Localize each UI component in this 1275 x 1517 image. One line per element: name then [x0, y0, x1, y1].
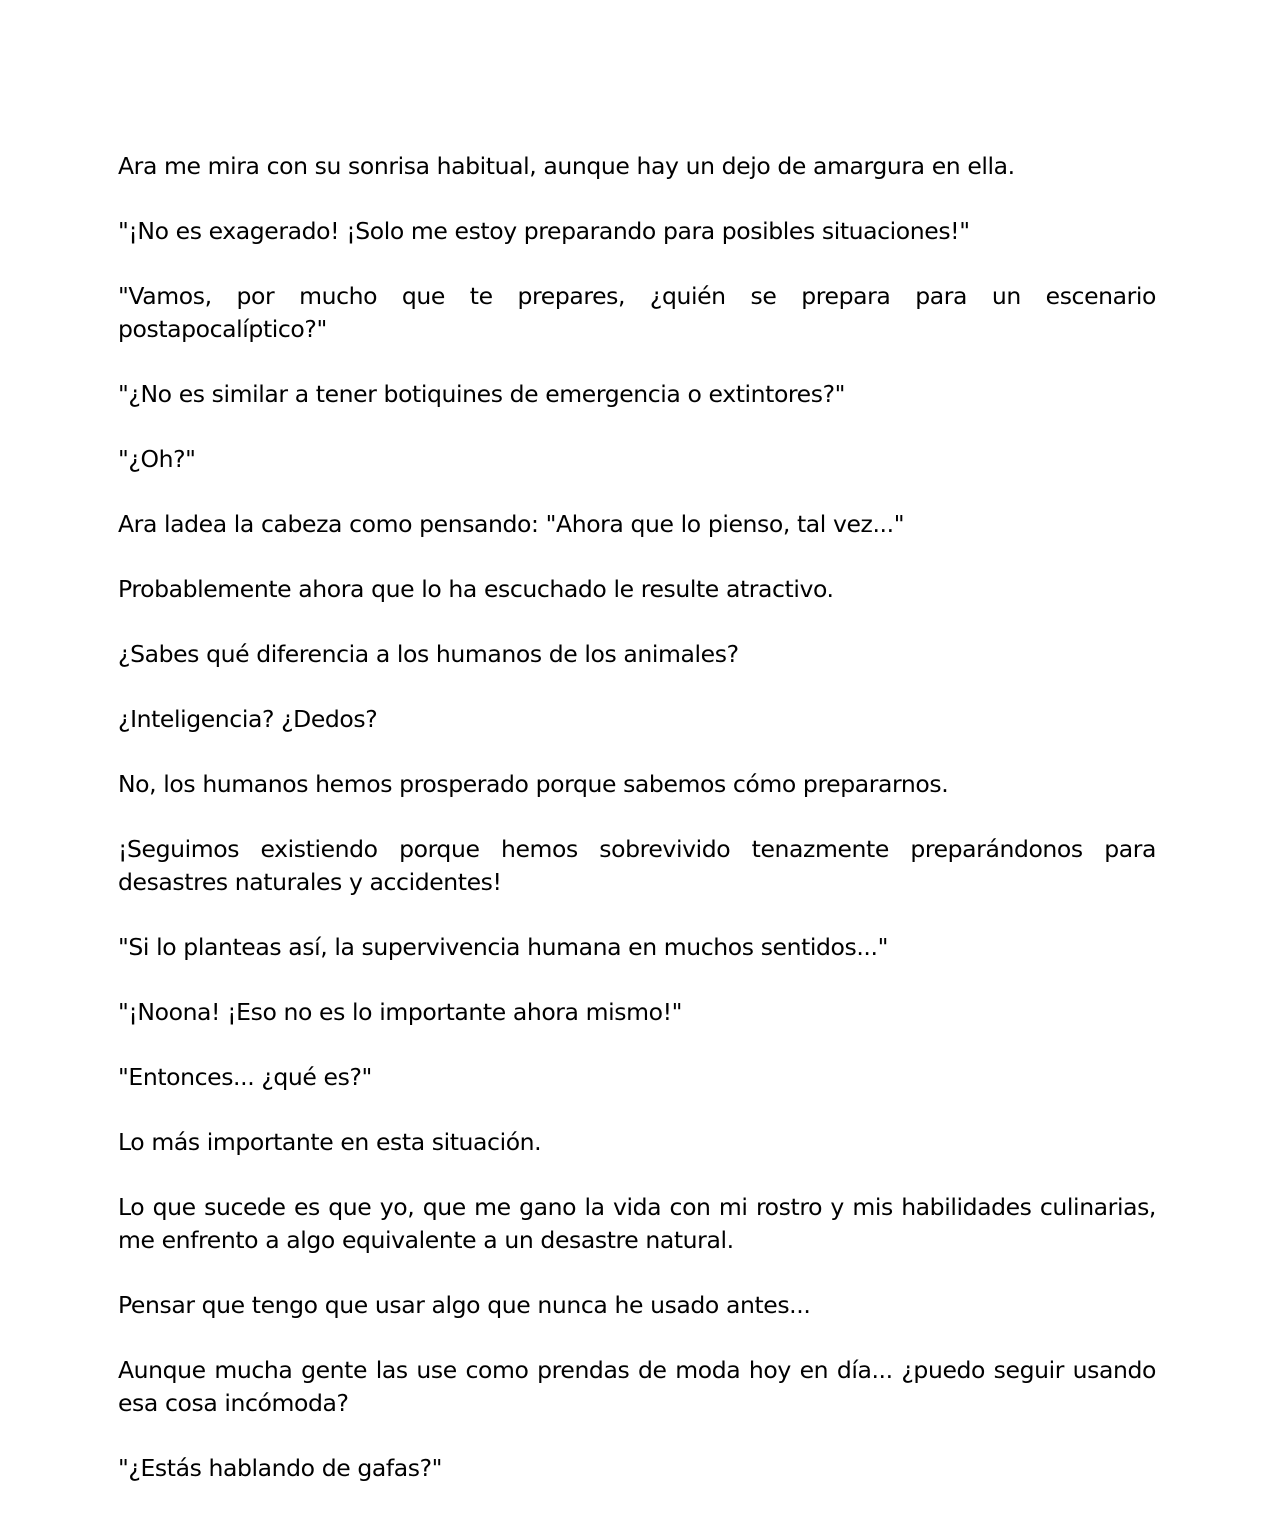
- paragraph-6: Ara ladea la cabeza como pensando: "Ahora que lo pienso, tal vez...": [118, 510, 905, 538]
- paragraph-12: "Si lo planteas así, la supervivencia humana en muchos sentidos...": [118, 933, 888, 961]
- paragraph-13: "¡Noona! ¡Eso no es lo importante ahora mismo!": [118, 998, 682, 1026]
- paragraph-9: ¿Inteligencia? ¿Dedos?: [118, 705, 378, 733]
- paragraph-10: No, los humanos hemos prosperado porque sabemos cómo prepararnos.: [118, 770, 949, 798]
- paragraph-7: Probablemente ahora que lo ha escuchado le resulte atractivo.: [118, 575, 834, 603]
- paragraph-3: "Vamos, por mucho que te prepares, ¿quién se prepara para un escenario postapocalíptico?": [118, 282, 1156, 343]
- paragraph-15: Lo más importante en esta situación.: [118, 1128, 542, 1156]
- paragraph-18: Aunque mucha gente las use como prendas de moda hoy en día... ¿puedo seguir usando esa cosa incómoda?: [118, 1356, 1156, 1417]
- paragraph-17: Pensar que tengo que usar algo que nunca he usado antes...: [118, 1291, 811, 1319]
- paragraph-5: "¿Oh?": [118, 445, 196, 473]
- paragraph-14: "Entonces... ¿qué es?": [118, 1063, 372, 1091]
- document-page: [118, 150, 1156, 1517]
- paragraph-11: ¡Seguimos existiendo porque hemos sobrevivido tenazmente preparándonos para desastres naturales y accidentes!: [118, 835, 1156, 896]
- paragraph-8: ¿Sabes qué diferencia a los humanos de los animales?: [118, 640, 739, 668]
- paragraph-16: Lo que sucede es que yo, que me gano la vida con mi rostro y mis habilidades culinarias, me enfrento a algo equivalente a un desastre natural.: [118, 1193, 1156, 1254]
- paragraph-2: "¡No es exagerado! ¡Solo me estoy preparando para posibles situaciones!": [118, 217, 970, 245]
- paragraph-19: "¿Estás hablando de gafas?": [118, 1454, 443, 1482]
- paragraph-1: Ara me mira con su sonrisa habitual, aunque hay un dejo de amargura en ella.: [118, 152, 1015, 180]
- paragraph-4: "¿No es similar a tener botiquines de emergencia o extintores?": [118, 380, 846, 408]
